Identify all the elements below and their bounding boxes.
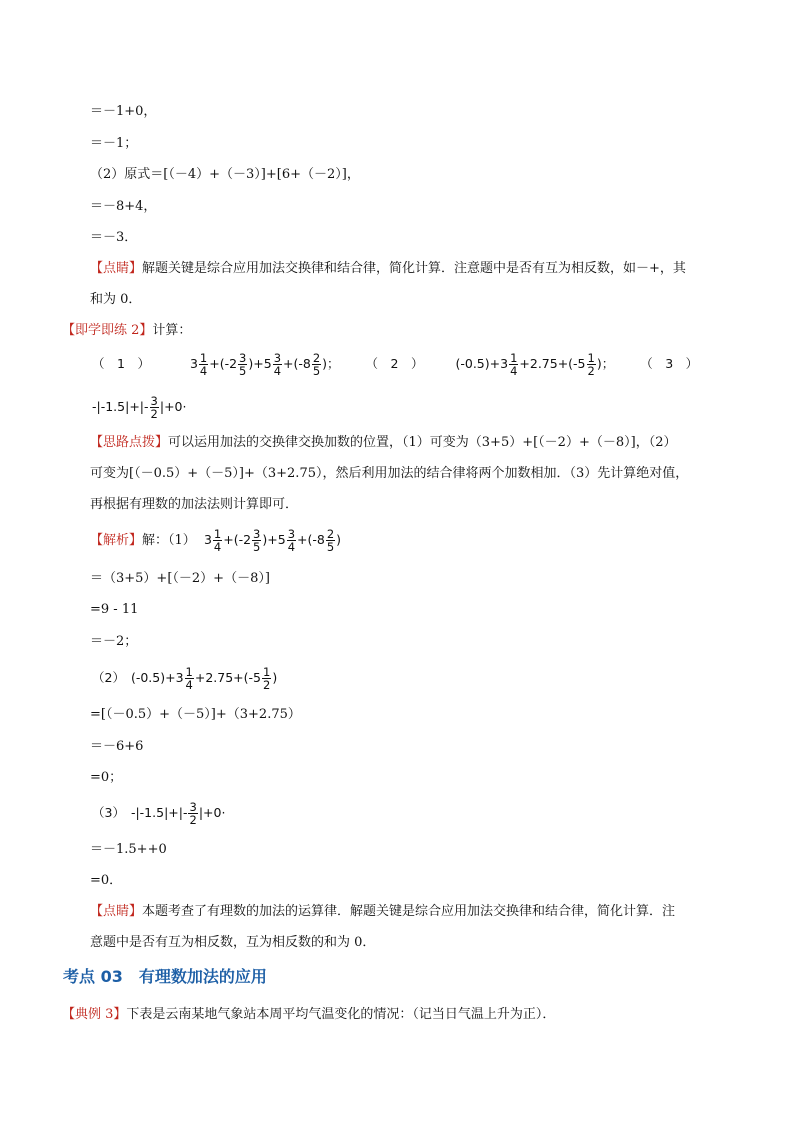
numerator: 2 <box>312 351 321 365</box>
math-text: +2.75+(-5 <box>194 670 261 686</box>
solution-expression-3 <box>92 801 225 826</box>
math-text: |+0· <box>159 399 187 415</box>
calc-line: ＝－1+0， <box>90 104 157 119</box>
fraction <box>587 352 596 377</box>
numerator: 3 <box>253 527 261 541</box>
denominator: 5 <box>326 540 335 555</box>
hint-tag: 【思路点拨】 <box>90 435 169 450</box>
hint-text-line: 可变为[（－0.5）+（－5）]+（3+2.75），然后利用加法的结合律将两个加数相加．（3）先计算绝对值， <box>90 466 689 481</box>
denominator: 4 <box>287 540 296 555</box>
math-text: (-0.5)+3 <box>455 356 509 372</box>
math-text: +(-8 <box>297 532 325 548</box>
math-text: ) <box>336 532 342 548</box>
numerator: 3 <box>150 394 158 408</box>
problem-1-label: （ 1 ） <box>92 356 150 372</box>
fraction <box>185 666 194 691</box>
calc-line: =9 - 11 <box>90 602 139 617</box>
calc-line: （2）原式＝[（－4）+（－3）]+[6+（－2）]， <box>90 167 360 182</box>
numerator: 3 <box>189 800 197 814</box>
math-text: ) <box>272 670 278 686</box>
fraction <box>238 352 247 377</box>
problem-2-label: （ 2 ） <box>365 356 424 372</box>
example-tag: 【典例 3】 <box>62 1007 127 1022</box>
practice-tag: 【即学即练 2】 <box>62 323 153 338</box>
calc-line: ＝－8+4， <box>90 199 157 214</box>
section-title: 考点 03 有理数加法的应用 <box>63 967 267 986</box>
fraction <box>188 801 197 826</box>
fraction <box>287 528 296 553</box>
calc-line: ＝－2； <box>90 634 138 649</box>
denominator: 4 <box>213 540 222 555</box>
denominator: 5 <box>312 364 321 379</box>
dianjing-text: 本题考查了有理数的加法的运算律．解题关键是综合应用加法交换律和结合律，简化计算．注 <box>142 904 676 919</box>
numerator: 2 <box>326 527 335 541</box>
example-text: 下表是云南某地气象站本周平均气温变化的情况：（记当日气温上升为正）． <box>126 1007 556 1022</box>
math-text: （2） <box>92 670 125 686</box>
math-text: +2.75+(-5 <box>519 356 586 372</box>
denominator: 2 <box>262 678 271 693</box>
math-text: )+5 <box>248 356 272 372</box>
calc-line: =0； <box>90 770 123 785</box>
denominator: 2 <box>150 407 158 422</box>
math-text: +(-2 <box>223 532 252 548</box>
denominator: 5 <box>239 364 247 379</box>
solution-heading <box>90 528 341 553</box>
math-text: -|-1.5|+|- <box>92 399 149 415</box>
math-text: |+0· <box>198 805 226 821</box>
dianjing-paragraph-2 <box>90 905 675 918</box>
fraction <box>199 352 208 377</box>
numerator: 3 <box>239 351 247 365</box>
denominator: 4 <box>199 364 208 379</box>
numerator: 1 <box>213 527 222 541</box>
problem-row <box>92 352 698 377</box>
dianjing-text-cont: 意题中是否有互为相反数，互为相反数的和为 0． <box>90 935 376 950</box>
calc-line: ＝（3+5）+[（－2）+（－8）] <box>90 571 270 586</box>
calc-line: ＝－1.5++0 <box>90 842 167 857</box>
hint-paragraph <box>90 436 676 449</box>
numerator: 1 <box>587 351 595 365</box>
math-text: （3） <box>92 805 125 821</box>
solution-expression-1 <box>203 527 342 555</box>
example-3-paragraph <box>62 1008 555 1021</box>
calc-line: ＝－3． <box>90 230 138 245</box>
math-text: -|-1.5|+|- <box>130 805 188 821</box>
numerator: 3 <box>273 351 282 365</box>
denominator: 2 <box>587 364 595 379</box>
calc-line: ＝－1； <box>90 136 138 151</box>
fraction <box>312 352 321 377</box>
calc-line: =0． <box>90 873 123 888</box>
math-text: )+5 <box>262 532 286 548</box>
fraction <box>262 666 271 691</box>
fraction <box>509 352 518 377</box>
denominator: 4 <box>510 364 518 379</box>
problem-3-label: （ 3 ） <box>640 356 699 372</box>
math-text: 3 <box>203 532 212 548</box>
numerator: 1 <box>262 665 271 679</box>
math-text: )； <box>322 356 340 372</box>
fraction <box>273 352 282 377</box>
denominator: 5 <box>253 540 261 555</box>
dianjing-text: 解题关键是综合应用加法交换律和结合律，简化计算．注意题中是否有互为相反数，如－+，其 <box>142 261 686 276</box>
dianjing-paragraph <box>90 262 686 275</box>
fraction <box>150 395 159 420</box>
dianjing-tag: 【点睛】 <box>90 261 143 276</box>
numerator: 3 <box>287 527 296 541</box>
denominator: 4 <box>273 364 282 379</box>
denominator: 4 <box>185 678 193 693</box>
fraction <box>213 528 222 553</box>
math-text: (-0.5)+3 <box>130 670 184 686</box>
fraction <box>252 528 261 553</box>
math-text: 3 <box>189 356 198 372</box>
math-text: )； <box>596 356 615 372</box>
solution-expression-2 <box>92 666 277 691</box>
solution-tag: 【解析】 <box>90 533 143 549</box>
solution-intro: 解：（1） <box>142 533 196 549</box>
denominator: 2 <box>189 813 197 828</box>
fraction <box>326 528 335 553</box>
numerator: 1 <box>510 351 518 365</box>
practice-text: 计算： <box>152 323 192 338</box>
math-text: +(-8 <box>283 356 311 372</box>
dianjing-text-cont: 和为 0． <box>90 292 142 307</box>
dianjing-tag: 【点睛】 <box>90 904 143 919</box>
hint-text: 可以运用加法的交换律交换加数的位置，（1）可变为（3+5）+[（－2）+（－8）]，（2） <box>168 435 677 450</box>
problem-3-expression <box>92 395 186 420</box>
calc-line: =[（－0.5）+（－5）]+（3+2.75） <box>90 707 301 722</box>
hint-text-line: 再根据有理数的加法法则计算即可． <box>90 497 299 512</box>
calc-line: ＝－6+6 <box>90 739 144 754</box>
numerator: 1 <box>185 665 193 679</box>
math-text: +(-2 <box>209 356 238 372</box>
numerator: 1 <box>199 351 208 365</box>
practice-heading <box>62 324 191 337</box>
